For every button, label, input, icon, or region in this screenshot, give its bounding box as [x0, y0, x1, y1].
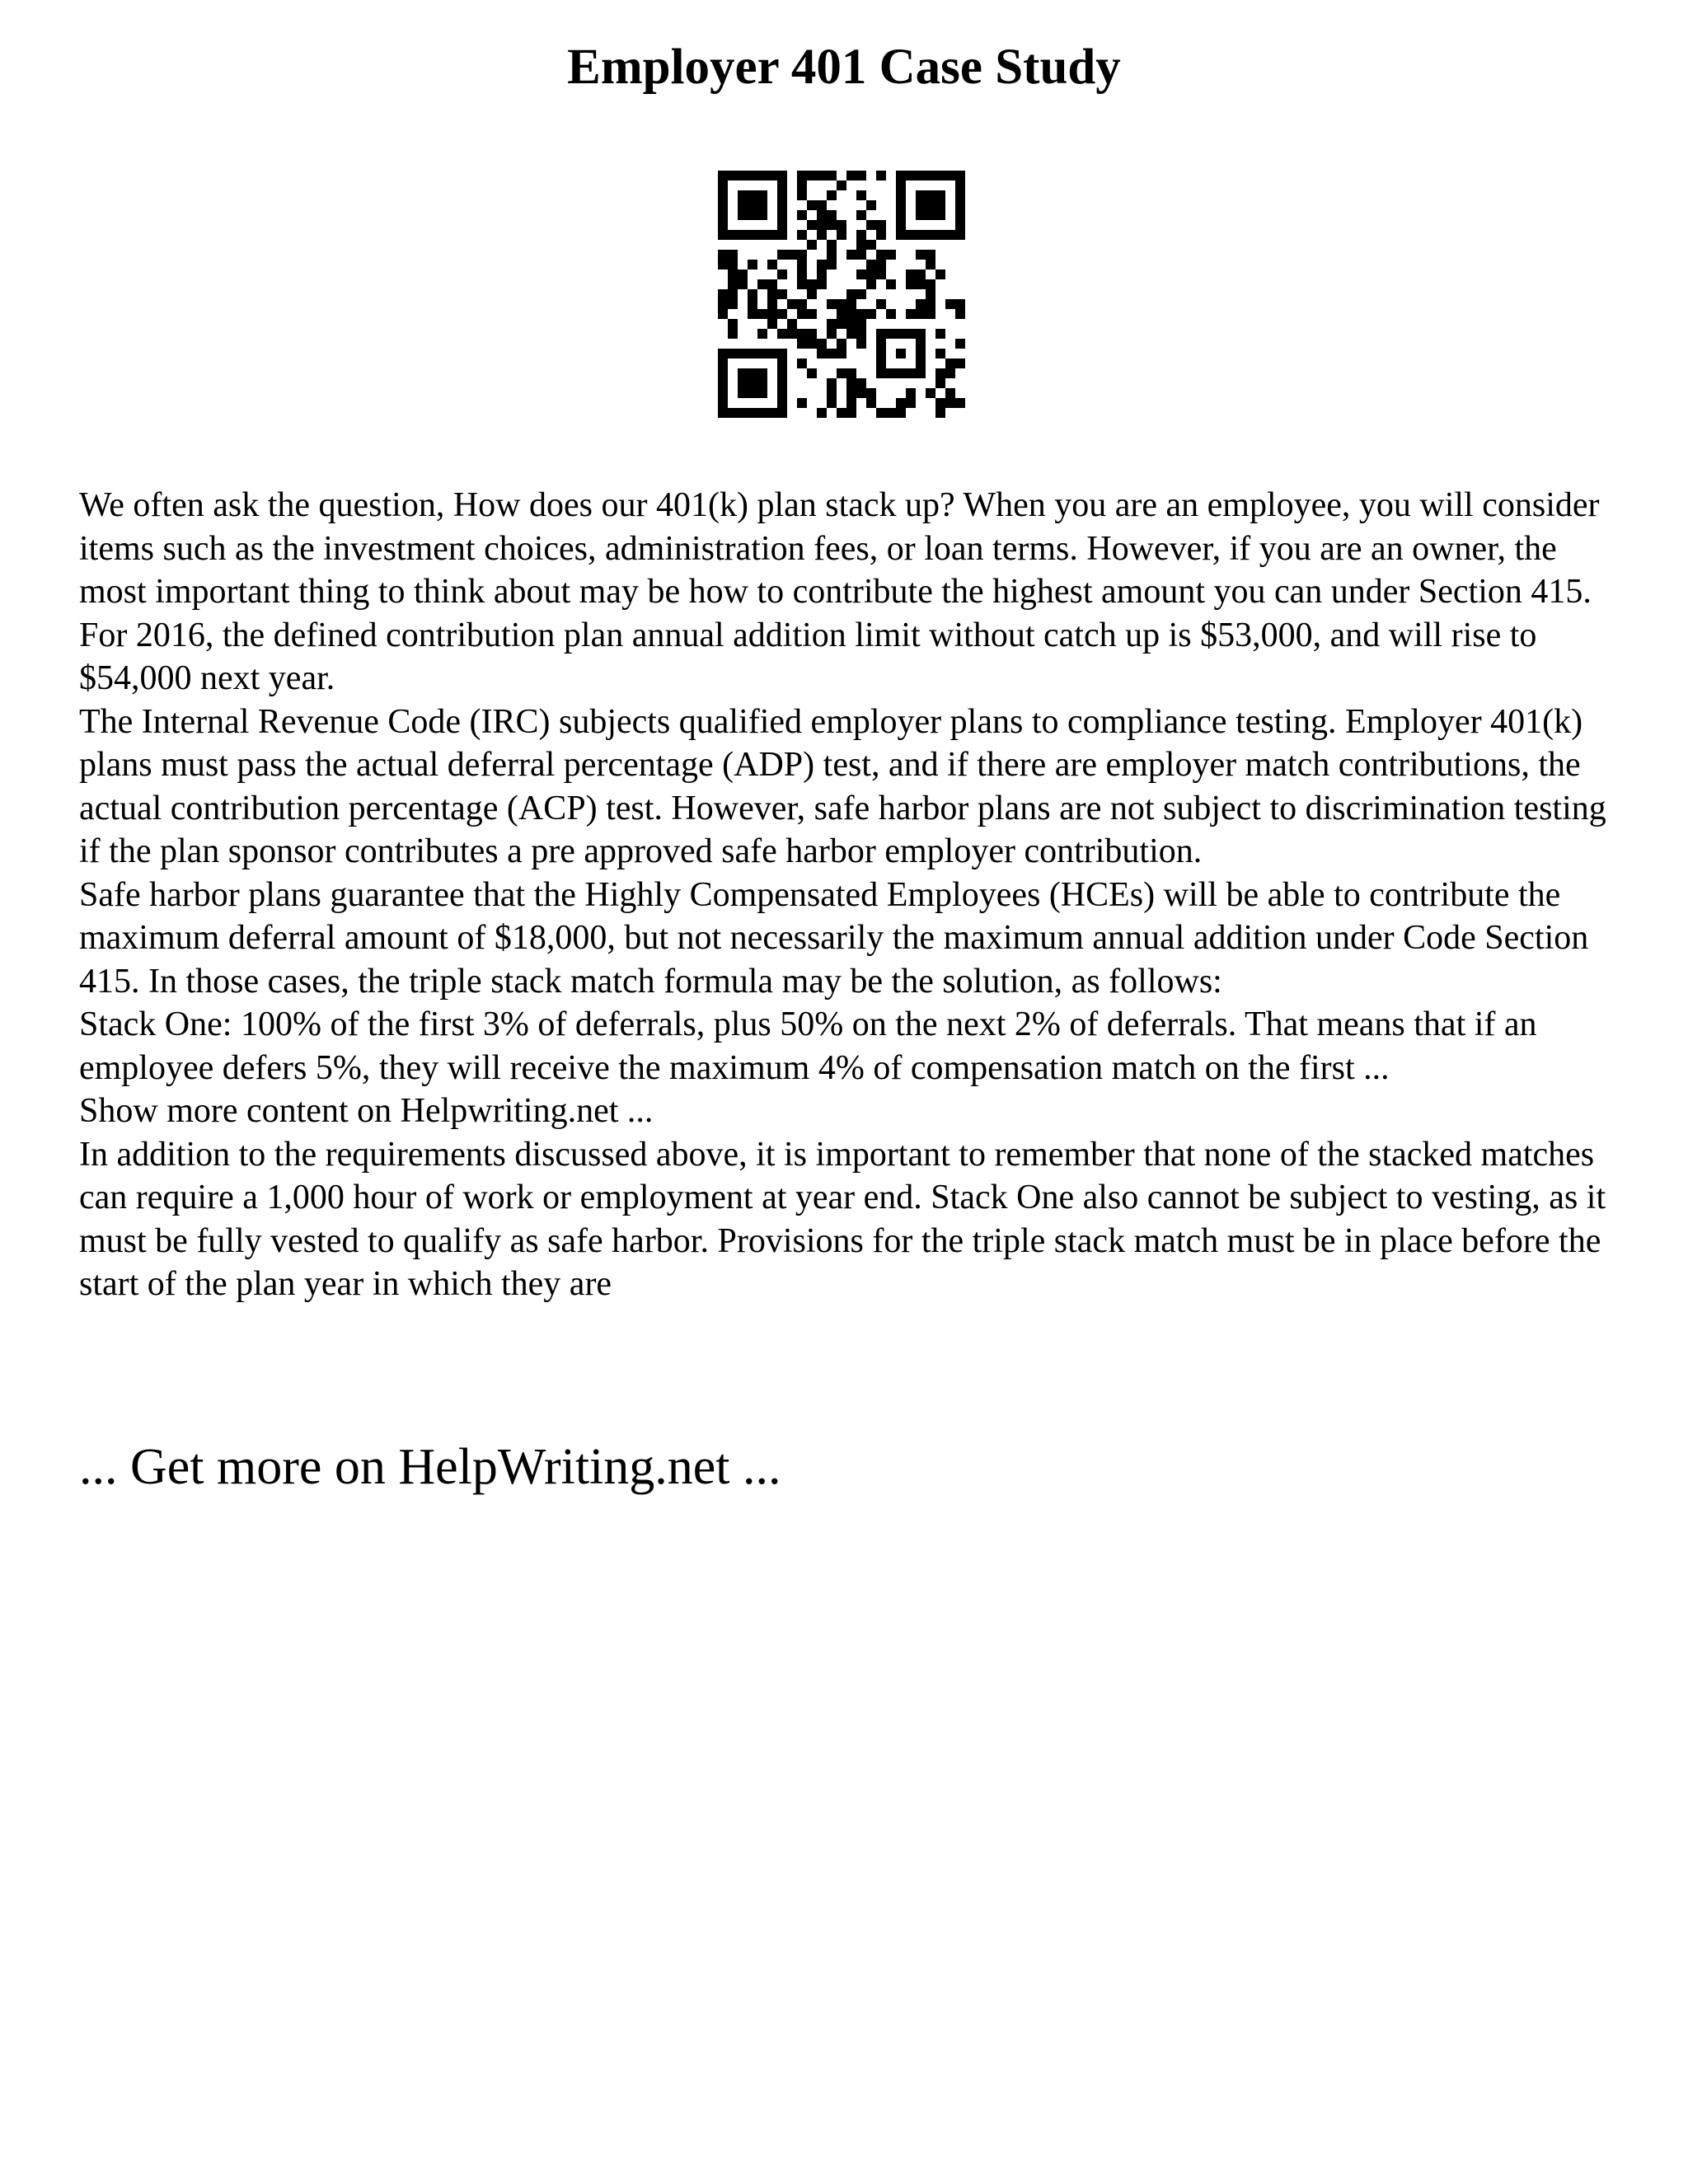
paragraph: Stack One: 100% of the first 3% of deferrals, plus 50% on the next 2% of deferrals. That means that if an employee defers 5%, they will receive the maximum 4% of compensation match on the first ...	[79, 1005, 1537, 1087]
show-more-link[interactable]: Show more content on Helpwriting.net ...	[79, 1092, 654, 1130]
paragraph: In addition to the requirements discussed above, it is important to remember that none of the stacked matches can require a 1,000 hour of work or employment at year end. Stack One also cannot be subject to vesting, as it must be fully vested to qualify as safe harbor. Provisions for the triple stack match must be in place before the start of the plan year in which they are	[79, 1135, 1606, 1303]
paragraph: Safe harbor plans guarantee that the Highly Compensated Employees (HCEs) will be able to contribute the maximum deferral amount of $18,000, but not necessarily the maximum annual addition under Code Section 415. In those cases, the triple stack match formula may be the solution, as follows:	[79, 875, 1589, 1001]
paragraph: The Internal Revenue Code (IRC) subjects qualified employer plans to compliance testing. Employer 401(k) plans must pass the actual deferral percentage (ADP) test, and if there are employer match contributions, the actual contribution percentage (ACP) test. However, safe harbor plans are not subject to discrimination testing if the plan sponsor contributes a pre approved safe harbor employer contribution.	[79, 702, 1606, 870]
get-more-link[interactable]: ... Get more on HelpWriting.net ...	[79, 1439, 781, 1495]
paragraph: We often ask the question, How does our 401(k) plan stack up? When you are an employee, you will consider items such as the investment choices, administration fees, or loan terms. However, if you are an owner, the most important thing to think about may be how to contribute the highest amount you can under Section 415. For 2016, the defined contribution plan annual addition limit without catch up is $53,000, and will rise to $54,000 next year.	[79, 486, 1600, 697]
article-body	[79, 484, 1629, 1306]
qr-code-icon	[718, 171, 965, 418]
document-title: Employer 401 Case Study	[567, 40, 1121, 95]
